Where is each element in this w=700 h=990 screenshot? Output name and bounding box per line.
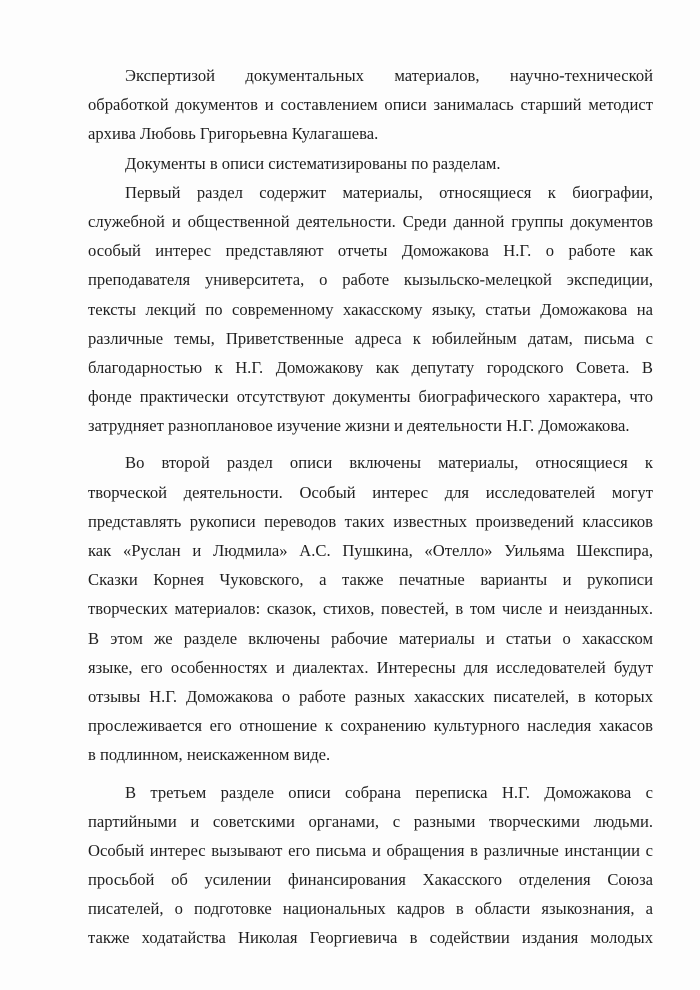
text-line: отзывы Н.Г. Доможакова о работе разных хакасских писателей, в которых [88,686,653,706]
text-line: особый интерес представляют отчеты Доможакова Н.Г. о работе как [88,241,653,261]
text-line: партийными и советскими органами, с разными творческими людьми. [88,811,653,831]
text-line: творческой деятельности. Особый интерес для исследователей могут [88,482,653,502]
paragraph-experts [88,61,653,149]
text-line: затрудняет разноплановое изучение жизни и деятельности Н.Г. Доможакова. [88,416,630,436]
text-line: тексты лекций по современному хакасскому языку, статьи Доможакова на [88,299,653,319]
text-line: языке, его особенностях и диалектах. Интересны для исследователей будут [88,657,653,677]
text-line: Экспертизой документальных материалов, научно-технической [125,66,653,85]
text-line: творческих материалов: сказок, стихов, повестей, в том числе и неизданных. [88,599,653,619]
paragraph-systematization [88,149,653,178]
text-line: В третьем разделе описи собрана переписка Н.Г. Доможакова с [125,782,653,802]
text-line: различные темы, Приветственные адреса к юбилейным датам, письма с [88,328,653,348]
text-line: Сказки Корнея Чуковского, а также печатные варианты и рукописи [88,570,653,590]
text-line: фонде практически отсутствуют документы биографического характера, что [88,387,653,407]
text-line: обработкой документов и составлением описи занималась старший методист [88,95,653,115]
text-line: просьбой об усилении финансирования Хакасского отделения Союза [88,870,653,890]
text-line: архива Любовь Григорьевна Кулагашева. [88,124,379,144]
paragraph-section-two [88,448,653,769]
text-line: представлять рукописи переводов таких известных произведений классиков [88,511,653,531]
text-line: в подлинном, неискаженном виде. [88,745,331,765]
paragraph-section-one [88,178,653,441]
text-line: также ходатайства Николая Георгиевича в содействии издания молодых [88,928,653,948]
text-line: служебной и общественной деятельности. Среди данной группы документов [88,211,653,231]
text-line: благодарностью к Н.Г. Доможакову как депутату городского Совета. В [88,357,653,377]
text-line: как «Руслан и Людмила» А.С. Пушкина, «Отелло» Уильяма Шекспира, [88,541,653,560]
text-line: В этом же разделе включены рабочие материалы и статьи о хакасском [88,628,653,648]
text-line: писателей, о подготовке национальных кадров в области языкознания, а [88,899,653,919]
paragraph-section-three [88,778,653,953]
text-line: Особый интерес вызывают его письма и обращения в различные инстанции с [88,840,653,860]
text-line: Документы в описи систематизированы по разделам. [125,153,501,173]
document-text [88,61,653,953]
text-line: Во второй раздел описи включены материалы, относящиеся к [125,453,653,473]
text-line: Первый раздел содержит материалы, относящиеся к биографии, [125,182,653,202]
text-line: прослеживается его отношение к сохранению культурного наследия хакасов [88,716,653,736]
text-line: преподавателя университета, о работе кызыльско-мелецкой экспедиции, [88,270,653,290]
